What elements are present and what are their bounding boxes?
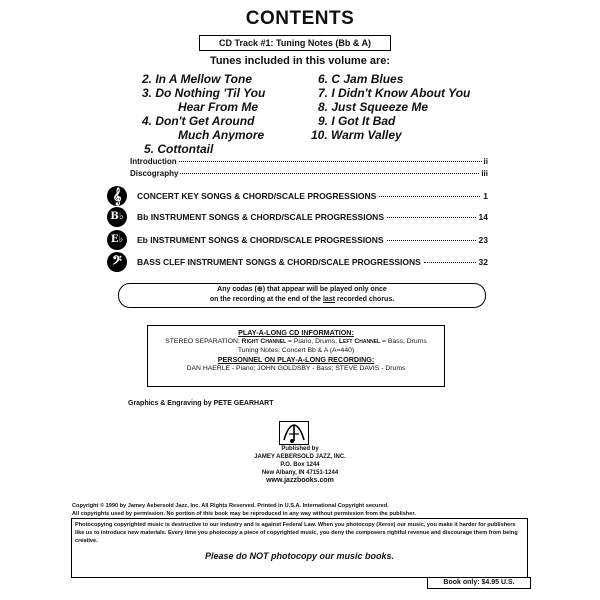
section-bass[interactable] [107,252,488,272]
publisher-info [0,445,600,485]
tune-item: 6. C Jam Blues [318,72,404,86]
section-eb[interactable] [107,230,488,250]
tune-item: Much Anymore [178,128,265,142]
cd-track-label: CD Track #1: Tuning Notes (Bb & A) [199,35,391,51]
toc-introduction[interactable] [130,157,488,166]
section-row [137,191,488,201]
tune-item: 5. Cottontail [144,142,214,156]
leader-dots [424,262,476,263]
toc-label: Introduction [130,157,177,166]
section-label: Eb INSTRUMENT SONGS & CHORD/SCALE PROGRESSIONS [137,235,384,245]
section-page: 14 [478,212,488,222]
toc-discography[interactable] [130,169,488,178]
codas-text: ) that appear will be played only once [262,286,387,293]
section-label: BASS CLEF INSTRUMENT SONGS & CHORD/SCALE PROGRESSIONS [137,257,421,267]
warning-text: Photocopying copyrighted music is destructive to our industry and is against Federal Law. When you photocopy (Xerox) our music, you make it harder for publishers like us to introduce new materials. Every time you photocopy a piece of copyrighted music, you deny the composers rightful revenue and discourage them from being creative. [75,522,518,544]
stereo-label: STEREO SEPARATION: [165,338,242,345]
personnel-list: DAN HAERLE - Piano; JOHN GOLDSBY - Bass; STEVE DAVIS - Drums [186,365,406,372]
playalong-heading: PLAY-A-LONG CD INFORMATION: [238,328,354,337]
section-bb[interactable] [107,207,488,227]
publisher-po-box: P.O. Box 1244 [280,462,320,468]
tune-item: 7. I Didn't Know About You [318,86,471,100]
stereo-separation [148,337,444,346]
treble-clef-icon: 𝄞 [107,186,127,206]
published-by: Published by [281,446,319,452]
codas-note [118,283,486,308]
warning-plea: Please do NOT photocopy our music books. [204,551,395,561]
section-row [137,235,488,245]
copyright-line: All copyrights used by permission. No portion of this book may be reproduced in any way without permission from the publisher. [72,511,416,517]
section-label: Bb INSTRUMENT SONGS & CHORD/SCALE PROGRESSIONS [137,212,384,222]
publisher-logo [279,421,309,445]
playalong-info-box [147,325,445,387]
toc-label: Discography [130,169,179,178]
section-label: CONCERT KEY SONGS & CHORD/SCALE PROGRESSIONS [137,191,377,201]
publisher-name: JAMEY AEBERSOLD JAZZ, INC. [254,454,346,460]
leader-dots [387,240,476,241]
left-channel-value: = Bass, Drums [380,338,427,345]
toc-front-matter [130,157,488,178]
section-page: 23 [478,235,488,245]
tunes-right-column [311,72,471,142]
photocopy-warning-box [71,518,528,578]
tune-item: 3. Do Nothing 'Til You [142,86,266,100]
publisher-website[interactable]: www.jazzbooks.com [266,477,334,484]
tunes-heading: Tunes included in this volume are: [209,55,391,67]
graphics-credit: Graphics & Engraving by PETE GEARHART [128,400,274,407]
copyright-notice [72,502,532,518]
b-flat-icon: B♭ [107,207,127,227]
section-row [137,212,488,222]
toc-page: iii [481,169,488,178]
tune-item: Hear From Me [178,100,259,114]
aebersold-logo-icon [280,422,308,444]
page-title: CONTENTS [245,8,355,29]
tunes-left-column [142,72,265,156]
codas-text: Any codas ( [217,286,257,293]
codas-text: on the recording at the end of the [209,296,323,303]
leader-dots [387,217,476,218]
right-channel-label: Right Channel [241,338,287,345]
tune-item: 9. I Got It Bad [318,114,396,128]
price-label: Book only: $4.95 U.S. [427,577,531,589]
toc-page: ii [483,157,488,166]
tune-item: 2. In A Mellow Tone [142,72,253,86]
leader-dots [179,161,482,162]
tune-item: 4. Don't Get Around [142,114,255,128]
copyright-line: Copyright © 1990 by Jamey Aebersold Jazz, Inc. All Rights Reserved. Printed in U.S.A. International Copyright secured. [72,503,389,509]
codas-text: recorded chorus. [335,296,395,303]
tuning-notes: Tuning Notes: Concert Bb & A (A=440) [237,347,355,354]
tune-item: 8. Just Squeeze Me [318,100,429,114]
left-channel-label: Left Channel [338,338,381,345]
section-concert[interactable] [107,186,488,206]
section-page: 32 [478,257,488,267]
right-channel-value: = Piano, Drums; [286,338,339,345]
e-flat-icon: E♭ [107,230,127,250]
publisher-city: New Albany, IN 47151-1244 [261,470,339,476]
tune-item: 10. Warm Valley [311,128,402,142]
codas-line-2 [119,295,485,305]
leader-dots [180,173,479,174]
codas-emphasis: last [322,296,336,303]
section-row [137,257,488,267]
leader-dots [379,196,480,197]
bass-clef-icon: 𝄢 [107,252,127,272]
personnel-heading: PERSONNEL ON PLAY-A-LONG RECORDING: [217,355,375,364]
section-page: 1 [483,191,488,201]
codas-line-1 [119,285,485,295]
coda-symbol-icon: ⊕ [256,286,263,293]
